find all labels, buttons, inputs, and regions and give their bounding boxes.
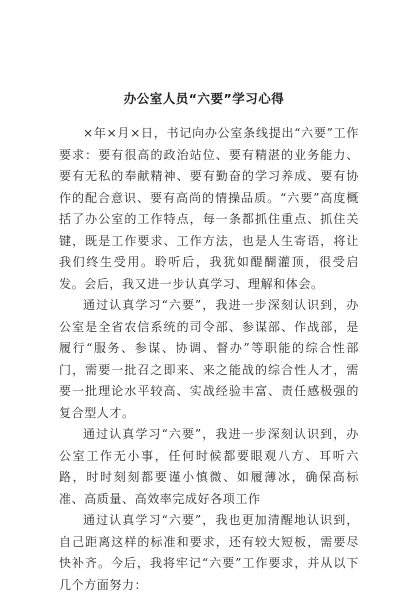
document-body: [59, 123, 359, 596]
paragraph-2: 通过认真学习“六要”，我进一步深刻认识到，办公室是全省农信系统的司令部、参谋部、作战部，是履行“服务、参谋、协调、督办”等职能的综合性部门，需要一批召之即来、来之能战的综合性人才，需要一批理论水平较高、实战经验丰富、责任感极强的复合型人才。: [59, 298, 359, 420]
paragraph-3: 通过认真学习“六要”，我进一步深刻认识到，办公室工作无小事，任何时候都要眼观八方、耳听六路，时时刻刻都要谨小慎微、如履薄冰，确保高标准、高质量、高效率完成好各项工作: [59, 427, 359, 506]
paragraph-1: ×年×月×日，书记向办公室条线提出“六要”工作要求：要有很高的政治站位、要有精湛的业务能力、要有无私的奉献精神、要有勤奋的学习养成、要有协作的配合意识、要有高尚的情操品质。“六要”高度概括了办公室的工作特点，每一条都抓住重点、抓住关键，既是工作要求、工作方法，也是人生寄语，将让我们终生受用。聆听后，我犹如醍醐灌顶，很受启发。会后，我又进一步认真学习、理解和体会。: [59, 126, 359, 291]
paragraph-4: 通过认真学习“六要”，我也更加清醒地认识到，自己距离这样的标准和要求，还有较大短板，需要尽快补齐。今后，我将牢记“六要”工作要求，并从以下几个方面努力：: [59, 513, 359, 592]
document-title: 办公室人员“六要”学习心得: [123, 91, 285, 106]
